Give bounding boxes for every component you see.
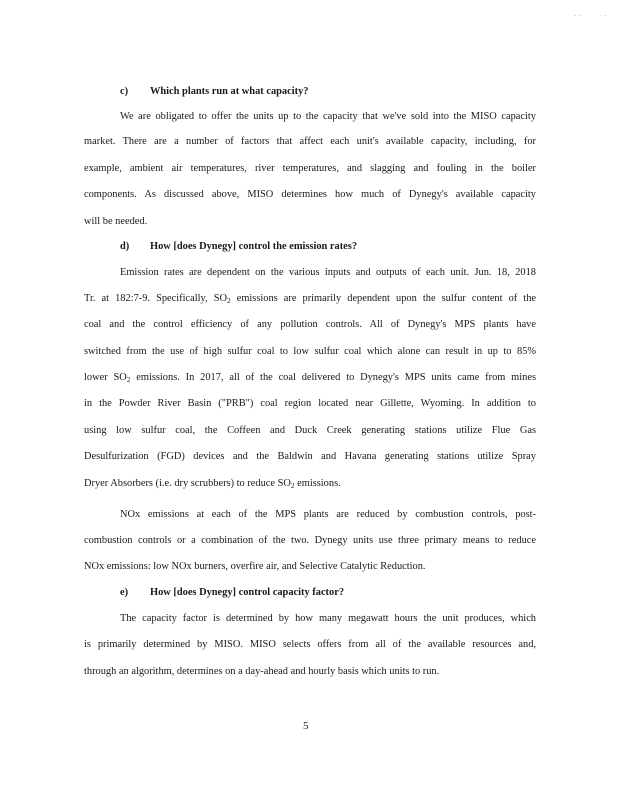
text-line: components. As discussed above, MISO determines how much of Dynegy's available capacity xyxy=(84,189,536,200)
section-heading-d xyxy=(120,240,357,254)
text-line: will be needed. xyxy=(84,216,148,227)
text-line: in the Powder River Basin ("PRB") coal region located near Gillette, Wyoming. In addition to xyxy=(84,398,536,409)
text-line: The capacity factor is determined by how many megawatt hours the unit produces, which xyxy=(120,613,536,624)
section-heading-c xyxy=(120,85,308,99)
text-line: coal and the control efficiency of any pollution controls. All of Dynegy's MPS plants have xyxy=(84,319,536,330)
text-line: switched from the use of high sulfur coal to low sulfur coal which alone can result in up to 85% xyxy=(84,346,536,357)
scan-mark: · · xyxy=(600,12,607,20)
text-line: We are obligated to offer the units up to the capacity that we've sold into the MISO capacity xyxy=(120,111,536,122)
text-line: example, ambient air temperatures, river temperatures, and slagging and fouling in the boiler xyxy=(84,163,536,174)
text-line: Emission rates are dependent on the various inputs and outputs of each unit. Jun. 18, 2018 xyxy=(120,267,536,278)
heading-title: Which plants run at what capacity? xyxy=(150,86,309,97)
heading-letter: e) xyxy=(120,587,129,598)
section-heading-e xyxy=(120,586,344,600)
text-line: NOx emissions: low NOx burners, overfire air, and Selective Catalytic Reduction. xyxy=(84,561,426,572)
text-line: through an algorithm, determines on a day-ahead and hourly basis which units to run. xyxy=(84,666,440,677)
text-line: Desulfurization (FGD) devices and the Baldwin and Havana generating stations utilize Spray xyxy=(84,451,536,462)
heading-title: How [does Dynegy] control capacity factor? xyxy=(150,587,345,598)
text-line: is primarily determined by MISO. MISO selects offers from all of the available resources and, xyxy=(84,639,536,650)
text-line: NOx emissions at each of the MPS plants are reduced by combustion controls, post- xyxy=(120,509,536,520)
heading-letter: d) xyxy=(120,241,130,252)
text-line: combustion controls or a combination of the two. Dynegy units use three primary means to reduce xyxy=(84,535,536,546)
text-line: Tr. at 182:7-9. Specifically, $SO_2$ emissions are primarily dependent upon the sulfur content of the xyxy=(84,293,537,305)
text-line: using low sulfur coal, the Coffeen and Duck Creek generating stations utilize Flue Gas xyxy=(84,425,536,436)
text-line: lower $SO_2$ emissions. In 2017, all of the coal delivered to Dynegy's MPS units came from mines xyxy=(84,372,536,384)
text-line: market. There are a number of factors that affect each unit's available capacity, including, for xyxy=(84,136,536,147)
heading-letter: c) xyxy=(120,86,129,97)
page-number: 5 xyxy=(303,720,309,732)
scan-mark: · · xyxy=(574,12,581,20)
heading-title: How [does Dynegy] control the emission rates? xyxy=(150,241,358,252)
text-line: Dryer Absorbers (i.e. dry scrubbers) to reduce $SO_2$ emissions. xyxy=(84,478,341,490)
